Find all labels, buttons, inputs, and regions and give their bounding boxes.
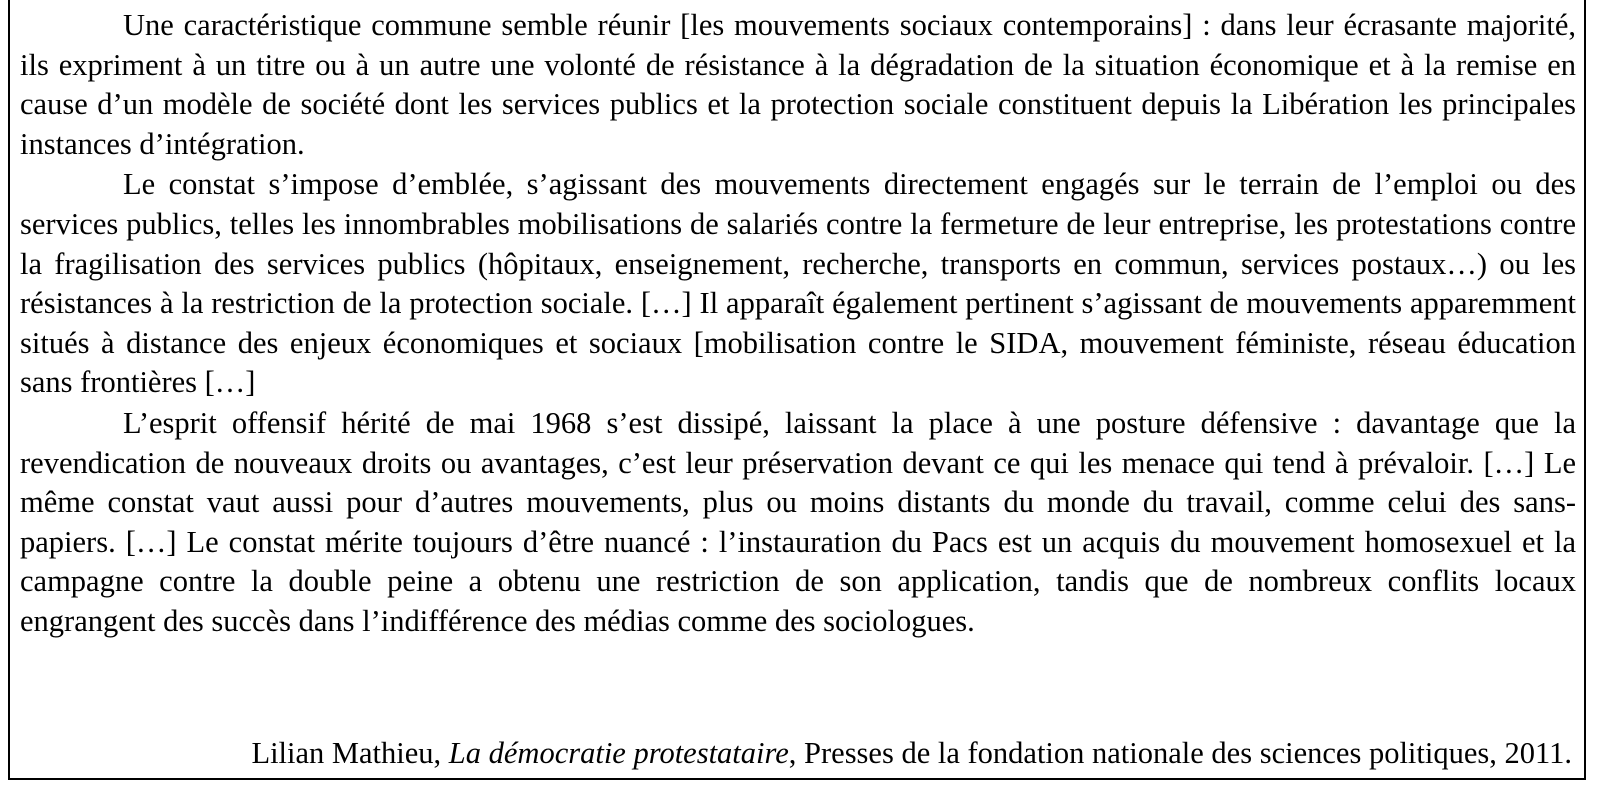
source-citation [251, 733, 1572, 773]
paragraph-2: Le constat s’impose d’emblée, s’agissant des mouvements directement engagés sur le terrain de l’emploi ou des services publics, telles les innombrables mobilisations de salariés contre la fermeture de leur entreprise, les protestations contre la fragilisation des services publics (hôpitaux, enseignement, recherche, transports en commun, services postaux…) ou les résistances à la restriction de la protection sociale. […] Il apparaît également pertinent s’agissant de mouvements apparemment situés à distance des enjeux économiques et sociaux [mobilisation contre le SIDA, mouvement féministe, réseau éducation sans frontières […] [20, 167, 1576, 400]
paragraph-3: L’esprit offensif hérité de mai 1968 s’est dissipé, laissant la place à une posture défensive : davantage que la revendication de nouveaux droits ou avantages, c’est leur préservation devant ce qui les menace qui tend à prévaloir. […] Le même constat vaut aussi pour d’autres mouvements, plus ou moins distants du monde du travail, comme celui des sans-papiers. […] Le constat mérite toujours d’être nuancé : l’instauration du Pacs est un acquis du mouvement homosexuel et la campagne contre la double peine a obtenu une restriction de son application, tandis que de nombreux conflits locaux engrangent des succès dans l’indifférence des médias comme des sociologues. [20, 405, 1576, 638]
excerpt-body [20, 6, 1576, 642]
citation-title: La démocratie protestataire [448, 736, 789, 770]
citation-author: Lilian Mathieu, [251, 736, 449, 770]
text-excerpt-box [8, 0, 1586, 780]
citation-publisher: , Presses de la fondation nationale des sciences politiques, 2011. [788, 736, 1572, 770]
paragraph-1: Une caractéristique commune semble réunir [les mouvements sociaux contemporains] : dans leur écrasante majorité, ils expriment à un titre ou à un autre une volonté de résistance à la dégradation de la situation économique et à la remise en cause d’un modèle de société dont les services publics et la protection sociale constituent depuis la Libération les principales instances d’intégration. [20, 8, 1576, 161]
